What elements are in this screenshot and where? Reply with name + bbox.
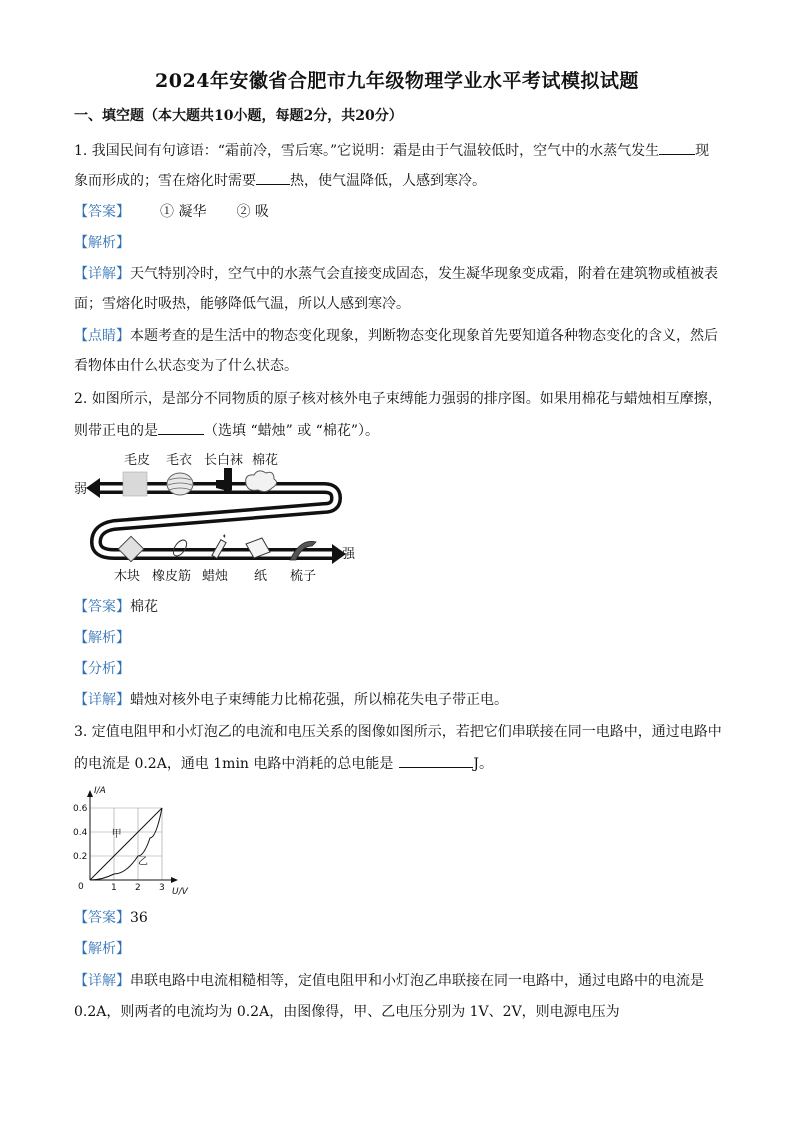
q1-point-1 (74, 326, 718, 346)
q2-detail (74, 690, 508, 710)
answer-label: 【答案】 (74, 910, 130, 926)
q1-answer-1: ① 凝华 (160, 204, 207, 220)
answer-label: 【答案】 (74, 599, 130, 615)
series-label-yi: 乙 (138, 856, 148, 868)
detail-label: 【详解】 (74, 692, 130, 708)
q1-line1 (74, 140, 709, 161)
analysis-label: 【解析】 (74, 630, 130, 646)
strong-label: 强 (342, 547, 356, 562)
q1-answer-2: ② 吸 (236, 204, 269, 220)
q1-line2 (74, 170, 486, 191)
q2-line1: 2. 如图所示，是部分不同物质的原子核对核外电子束缚能力强弱的排序图。如果用棉花与蜡烛相互摩擦， (74, 391, 722, 407)
y-tick-label: 0.6 (73, 804, 88, 814)
q2-analysis (74, 628, 130, 648)
q3-detail-text-1: 串联电路中电流相糙相等，定值电阻甲和小灯泡乙串联接在同一电路中，通过电路中的电流是 (130, 973, 704, 989)
x-tick-label: 3 (159, 883, 165, 893)
q1-detail-2: 面；雪熔化时吸热，能够降低气温，所以人感到寒冷。 (74, 296, 410, 312)
x-axis-arrow (171, 877, 178, 883)
q1-text-2a: 象而形成的；雪在熔化时需要 (74, 173, 256, 189)
bottom-item-paper: 纸 (254, 569, 268, 584)
q1-blank-1[interactable] (659, 140, 695, 155)
q3-detail-1 (74, 971, 704, 991)
iv-chart (66, 784, 196, 896)
y-tick-label: 0.4 (73, 828, 88, 838)
y-axis-label: I/A (94, 786, 106, 796)
fenxi-label: 【分析】 (74, 661, 130, 677)
x-tick-label: 2 (135, 883, 141, 893)
cotton-icon (246, 471, 277, 492)
bottom-item-candle: 蜡烛 (202, 569, 229, 584)
detail-label: 【详解】 (74, 973, 130, 989)
q1-text-1a: 1. 我国民间有句谚语：“霜前冷，雪后寒。”它说明：霜是由于气温较低时，空气中的水蒸气发生 (74, 143, 660, 159)
sweater-icon (167, 473, 193, 495)
q3-detail-2: 0.2A，则两者的电流均为 0.2A，由图像得，甲、乙电压分别为 1V、2V，则电源电压为 (74, 1004, 620, 1020)
answer-label: 【答案】 (74, 204, 130, 220)
q2-detail-text: 蜡烛对核外电子束缚能力比棉花强，所以棉花失电子带正电。 (130, 692, 508, 708)
q2-fenxi (74, 659, 130, 679)
section-heading: 一、填空题（本大题共10小题，每题2分，共20分） (74, 108, 403, 124)
q3-line1: 3. 定值电阻甲和小灯泡乙的电流和电压关系的图像如图所示，若把它们串联接在同一电路中，通过电路中 (74, 724, 722, 740)
q1-text-1b: 现 (695, 143, 710, 159)
top-item-cotton: 棉花 (252, 453, 279, 468)
weak-label: 弱 (74, 482, 88, 497)
q1-text-2b: 热，使气温降低，人感到寒冷。 (290, 173, 486, 189)
top-item-sweater: 毛衣 (166, 453, 193, 468)
q3-blank[interactable] (399, 753, 473, 768)
y-tick-label: 0.2 (73, 852, 88, 862)
q1-analysis (74, 233, 130, 253)
bottom-item-wood: 木块 (114, 569, 141, 584)
q3-answer-value: 36 (130, 910, 148, 926)
page-title: 2024年安徽省合肥市九年级物理学业水平考试模拟试题 (155, 70, 639, 92)
top-item-fur: 毛皮 (124, 453, 151, 468)
q2-blank[interactable] (158, 420, 204, 435)
bottom-item-comb: 梳子 (290, 569, 317, 584)
q2-text-2b: （选填 “蜡烛” 或 “棉花”）。 (204, 423, 379, 439)
q1-point-text-1: 本题考查的是生活中的物态变化现象，判断物态变化现象首先要知道各种物态变化的含义，然后 (130, 328, 718, 344)
q1-detail-text-1: 天气特别冷时，空气中的水蒸气会直接变成固态，发生凝华现象变成霜，附着在建筑物或植被表 (130, 266, 718, 282)
q2-answer-value: 棉花 (130, 599, 158, 615)
bottom-item-rubber: 橡皮筋 (152, 569, 192, 584)
x-axis-label: U/V (172, 887, 188, 896)
detail-label: 【详解】 (74, 266, 130, 282)
q2-text-2a: 则带正电的是 (74, 423, 158, 439)
top-item-sock: 长白袜 (204, 453, 244, 468)
q3-line2 (74, 753, 493, 774)
q1-detail-1 (74, 264, 718, 284)
arrow-left-head (86, 478, 100, 498)
analysis-label: 【解析】 (74, 941, 130, 957)
q3-text-2a: 的电流是 0.2A，通电 1min 电路中消耗的总电能是 (74, 756, 394, 772)
electron-binding-diagram (74, 450, 374, 588)
q3-text-2b: J。 (473, 756, 494, 772)
fur-icon (123, 472, 147, 496)
dianjing-label: 【点睛】 (74, 328, 130, 344)
q1-answer (74, 202, 269, 222)
x-tick-label: 0 (78, 882, 84, 892)
q2-line2 (74, 420, 379, 441)
analysis-label: 【解析】 (74, 235, 130, 251)
q3-answer (74, 908, 148, 928)
y-axis-arrow (87, 790, 93, 797)
q1-point-2: 看物体由什么状态变为了什么状态。 (74, 358, 298, 374)
x-tick-label: 1 (111, 883, 117, 893)
q1-blank-2[interactable] (256, 170, 290, 185)
q3-analysis (74, 939, 130, 959)
q2-answer (74, 597, 158, 617)
series-label-jia: 甲 (111, 828, 122, 840)
